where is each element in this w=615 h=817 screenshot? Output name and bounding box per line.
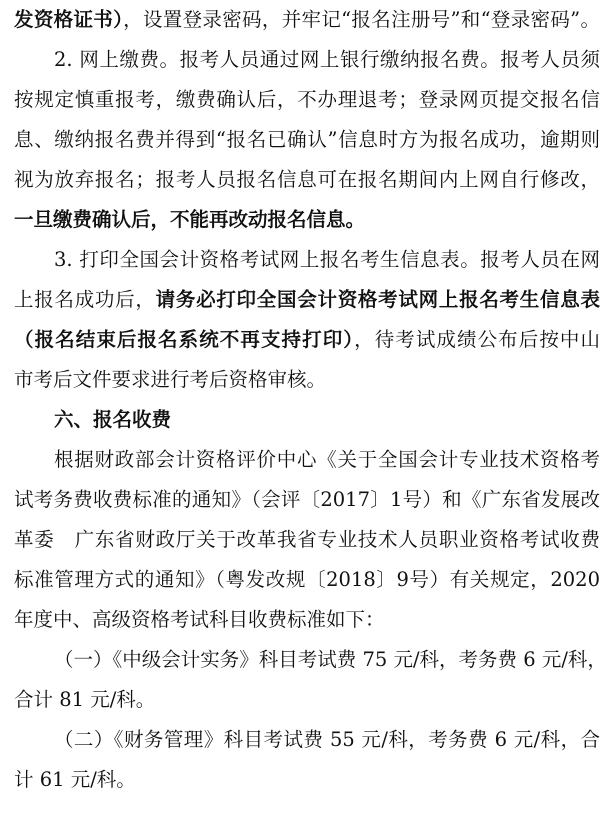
text: 计 61 元/科。	[14, 768, 136, 791]
text: 标准管理方式的通知》（粤发改规〔2018〕9号）有关规定，2020	[14, 568, 600, 591]
text-line-1	[14, 0, 600, 40]
text: ，待考试成绩公布后按中山	[354, 328, 600, 351]
text: 年度中、高级资格考试科目收费标准如下：	[14, 608, 385, 631]
section-heading	[54, 400, 600, 440]
text: 按规定慎重报考，缴费确认后，不办理退考；登录网页提交报名信	[14, 88, 600, 111]
text: 上报名成功后，	[14, 288, 156, 311]
text: （一）《中级会计实务》科目考试费 75 元/科，考务费 6 元/科，	[54, 648, 607, 671]
text: 试考务费收费标准的通知》（会评〔2017〕1号）和《广东省发展改	[14, 488, 600, 511]
para-line-2	[14, 480, 600, 520]
item-2-line-1	[54, 40, 600, 80]
text-bold: 发资格证书）	[14, 8, 124, 31]
text-bold: （报名结束后报名系统不再支持打印）	[14, 328, 355, 351]
fee-item-1-line-1	[54, 640, 607, 680]
section-title: 六、报名收费	[54, 408, 172, 431]
fee-item-2-line-1	[54, 720, 600, 760]
text: 根据财政部会计资格评价中心《关于全国会计专业技术资格考	[54, 448, 600, 471]
text: （二）《财务管理》科目考试费 55 元/科，考务费 6 元/科，合	[54, 728, 600, 751]
item-2-line-2	[14, 80, 600, 120]
item-2-line-5	[14, 200, 600, 240]
fee-item-2-line-2	[14, 760, 600, 800]
text: 合计 81 元/科。	[14, 688, 156, 711]
text: 3. 打印全国会计资格考试网上报名考生信息表。报考人员在网	[54, 248, 600, 271]
text: 2. 网上缴费。报考人员通过网上银行缴纳报名费。报考人员须	[54, 48, 600, 71]
para-line-1	[54, 440, 600, 480]
text: 视为放弃报名；报考人员报名信息可在报名期间内上网自行修改，	[14, 168, 600, 191]
fee-item-1-line-2	[14, 680, 600, 720]
item-2-line-4	[14, 160, 600, 200]
text: 革委 广东省财政厅关于改革我省专业技术人员职业资格考试收费	[14, 528, 600, 551]
text-bold: 一旦缴费确认后，不能再改动报名信息。	[14, 208, 366, 231]
para-line-3	[14, 520, 600, 560]
item-3-line-1	[54, 240, 600, 280]
text-bold: 请务必打印全国会计资格考试网上报名考生信息表	[155, 288, 600, 311]
text: ，设置登录密码，并牢记“报名注册号”和“登录密码”。	[123, 8, 600, 31]
para-line-4	[14, 560, 600, 600]
text: 息、缴纳报名费并得到“报名已确认”信息时方为报名成功，逾期则	[14, 128, 600, 151]
item-2-line-3	[14, 120, 600, 160]
item-3-line-2	[14, 280, 600, 320]
item-3-line-4	[14, 360, 600, 400]
item-3-line-3	[14, 320, 600, 360]
text: 市考后文件要求进行考后资格审核。	[14, 368, 327, 391]
para-line-5	[14, 600, 600, 640]
